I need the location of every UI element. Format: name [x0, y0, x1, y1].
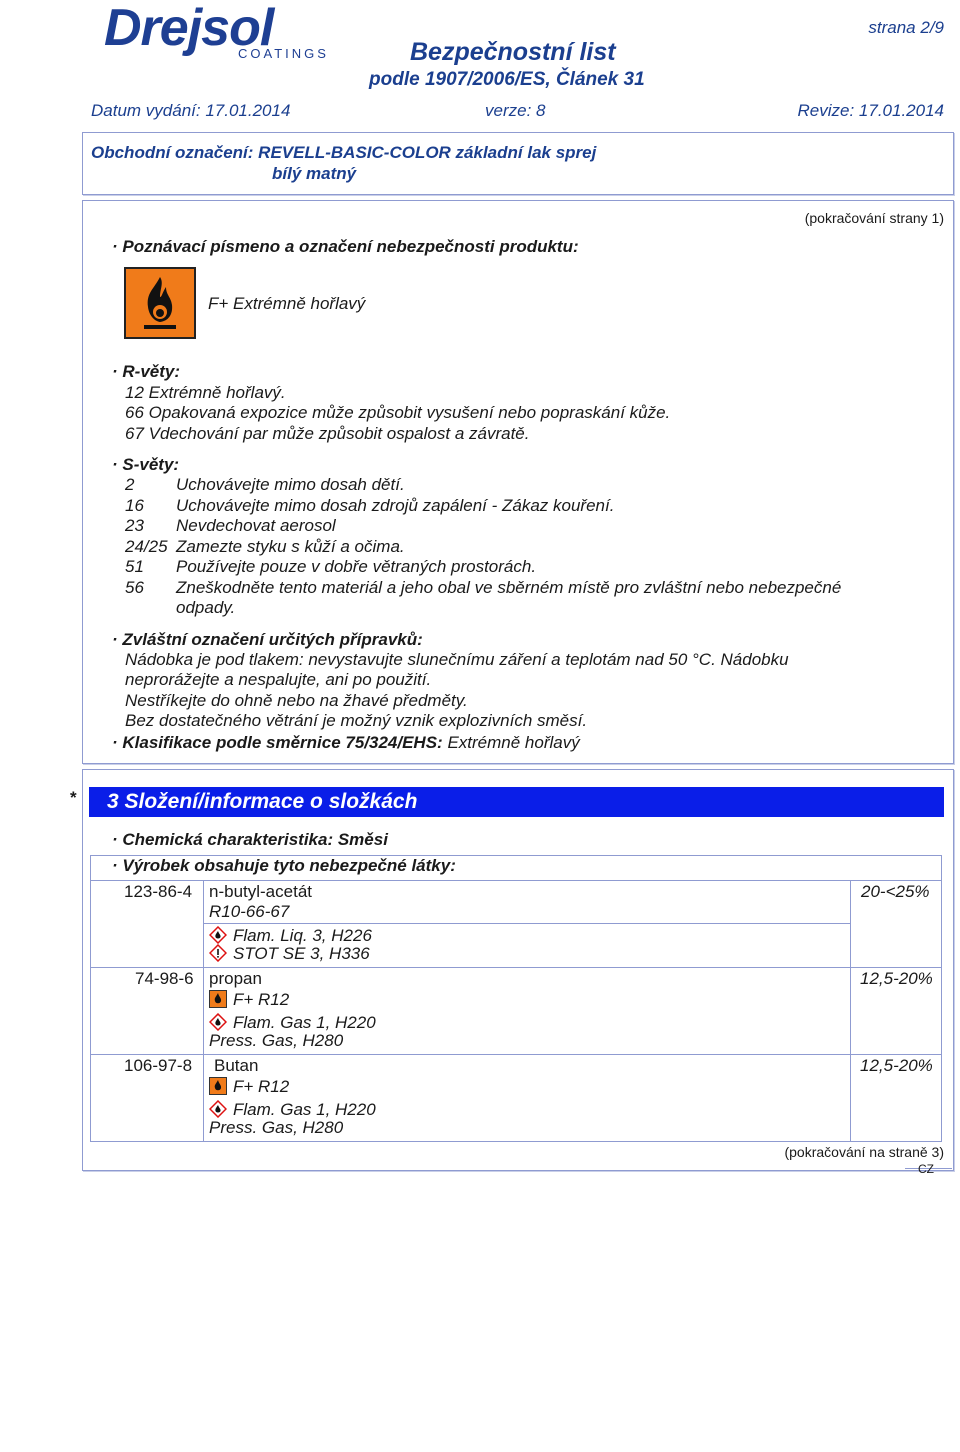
ghs-exclamation-icon — [209, 944, 227, 962]
special-labelling-line: Bez dostatečného větrání je možný vznik explozivních směsí. — [125, 711, 588, 730]
trade-name-line1: Obchodní označení: REVELL-BASIC-COLOR základní lak sprej — [91, 143, 597, 162]
s-phrase-text-cont: odpady. — [176, 598, 236, 617]
continuation-note-bottom: (pokračování na straně 3) — [784, 1144, 944, 1160]
special-labelling-line: Nádobka je pod tlakem: nevystavujte slunečnímu záření a teplotám nad 50 °C. Nádobku — [125, 650, 789, 669]
document-subtitle: podle 1907/2006/ES, Článek 31 — [369, 69, 645, 90]
s-phrase-text: Používejte pouze v dobře větraných prostorách. — [176, 557, 537, 576]
r-phrase: 67 Vdechování par může způsobit ospalost a závratě. — [125, 424, 530, 443]
section-3-title: 3 Složení/informace o složkách — [89, 787, 944, 817]
s-phrase-code: 16 — [125, 496, 144, 515]
version: verze: 8 — [485, 101, 546, 120]
r-phrases-heading: · R-věty: — [112, 362, 181, 381]
cas-number: 123-86-4 — [124, 882, 193, 901]
special-labelling-line: Nestříkejte do ohně nebo na žhavé předměty. — [125, 691, 468, 710]
ghs-line: Flam. Gas 1, H220 — [209, 1013, 376, 1033]
ghs-line: Flam. Liq. 3, H226 — [209, 926, 372, 946]
substance-name: n-butyl-acetát — [209, 882, 312, 901]
r-phrase: 66 Opakovaná expozice může způsobit vysušení nebo popraskání kůže. — [125, 403, 671, 422]
continuation-note-top: (pokračování strany 1) — [804, 210, 944, 226]
ghs-line: STOT SE 3, H336 — [209, 944, 370, 964]
s-phrase-code: 24/25 — [125, 537, 168, 556]
changed-marker: * — [70, 788, 77, 807]
s-phrase-text: Nevdechovat aerosol — [176, 516, 336, 535]
revision-date: Revize: 17.01.2014 — [797, 101, 944, 120]
page-number: strana 2/9 — [868, 18, 944, 37]
contains-heading: · Výrobek obsahuje tyto nebezpečné látky: — [112, 856, 456, 875]
trade-name-line2: bílý matný — [272, 164, 357, 183]
cas-number: 106-97-8 — [124, 1056, 193, 1075]
flame-hazard-icon — [124, 267, 196, 339]
special-labelling-line: neprorážejte a nespalujte, ani po použití. — [125, 670, 432, 689]
f-classification: F+ R12 — [209, 990, 289, 1010]
chem-characteristics: · Chemická charakteristika: Směsi — [112, 830, 388, 849]
s-phrases-heading: · S-věty: — [112, 455, 180, 474]
classification-value: Extrémně hořlavý — [447, 733, 580, 752]
s-phrase-code: 51 — [125, 557, 144, 576]
ghs-flame-icon — [209, 1013, 227, 1031]
s-phrase-code: 56 — [125, 578, 144, 597]
s-phrase-text: Zneškodněte tento materiál a jeho obal ve sběrném místě pro zvláštní nebo nebezpečné — [176, 578, 842, 597]
concentration: 12,5-20% — [860, 969, 933, 988]
cas-number: 74-98-6 — [135, 969, 194, 988]
concentration: 12,5-20% — [860, 1056, 933, 1075]
special-labelling-heading: · Zvláštní označení určitých přípravků: — [112, 630, 423, 649]
r-phrase: 12 Extrémně hořlavý. — [125, 383, 286, 402]
classification-label: · Klasifikace podle směrnice 75/324/EHS: — [112, 733, 443, 752]
issue-date: Datum vydání: 17.01.2014 — [91, 101, 291, 120]
substance-name: propan — [209, 969, 262, 988]
f-flame-icon — [209, 990, 227, 1008]
ghs-line: Flam. Gas 1, H220 — [209, 1100, 376, 1120]
document-title: Bezpečnostní list — [410, 38, 616, 66]
ghs-flame-icon — [209, 926, 227, 944]
s-phrase-text: Uchovávejte mimo dosah zdrojů zapálení - Zákaz kouření. — [176, 496, 615, 515]
s-phrase-code: 2 — [125, 475, 135, 494]
classification — [112, 733, 580, 753]
press-gas: Press. Gas, H280 — [209, 1118, 344, 1137]
s-phrase-code: 23 — [125, 516, 144, 535]
s-phrase-text: Uchovávejte mimo dosah dětí. — [176, 475, 405, 494]
press-gas: Press. Gas, H280 — [209, 1031, 344, 1050]
company-logo: Drejsol COATINGS — [104, 0, 329, 61]
f-classification: F+ R12 — [209, 1077, 289, 1097]
f-flame-icon — [209, 1077, 227, 1095]
concentration: 20-<25% — [861, 882, 930, 901]
substance-name: Butan — [214, 1056, 259, 1075]
s-phrase-text: Zamezte styku s kůží a očima. — [176, 537, 405, 556]
hazard-symbol-text: F+ Extrémně hořlavý — [208, 294, 366, 313]
hazard-letter-heading: · Poznávací písmeno a označení nebezpečnosti produktu: — [112, 237, 579, 256]
ghs-flame-icon — [209, 1100, 227, 1118]
r-codes: R10-66-67 — [209, 902, 290, 921]
trade-name-box — [82, 132, 954, 195]
language-code: CZ — [918, 1162, 934, 1176]
